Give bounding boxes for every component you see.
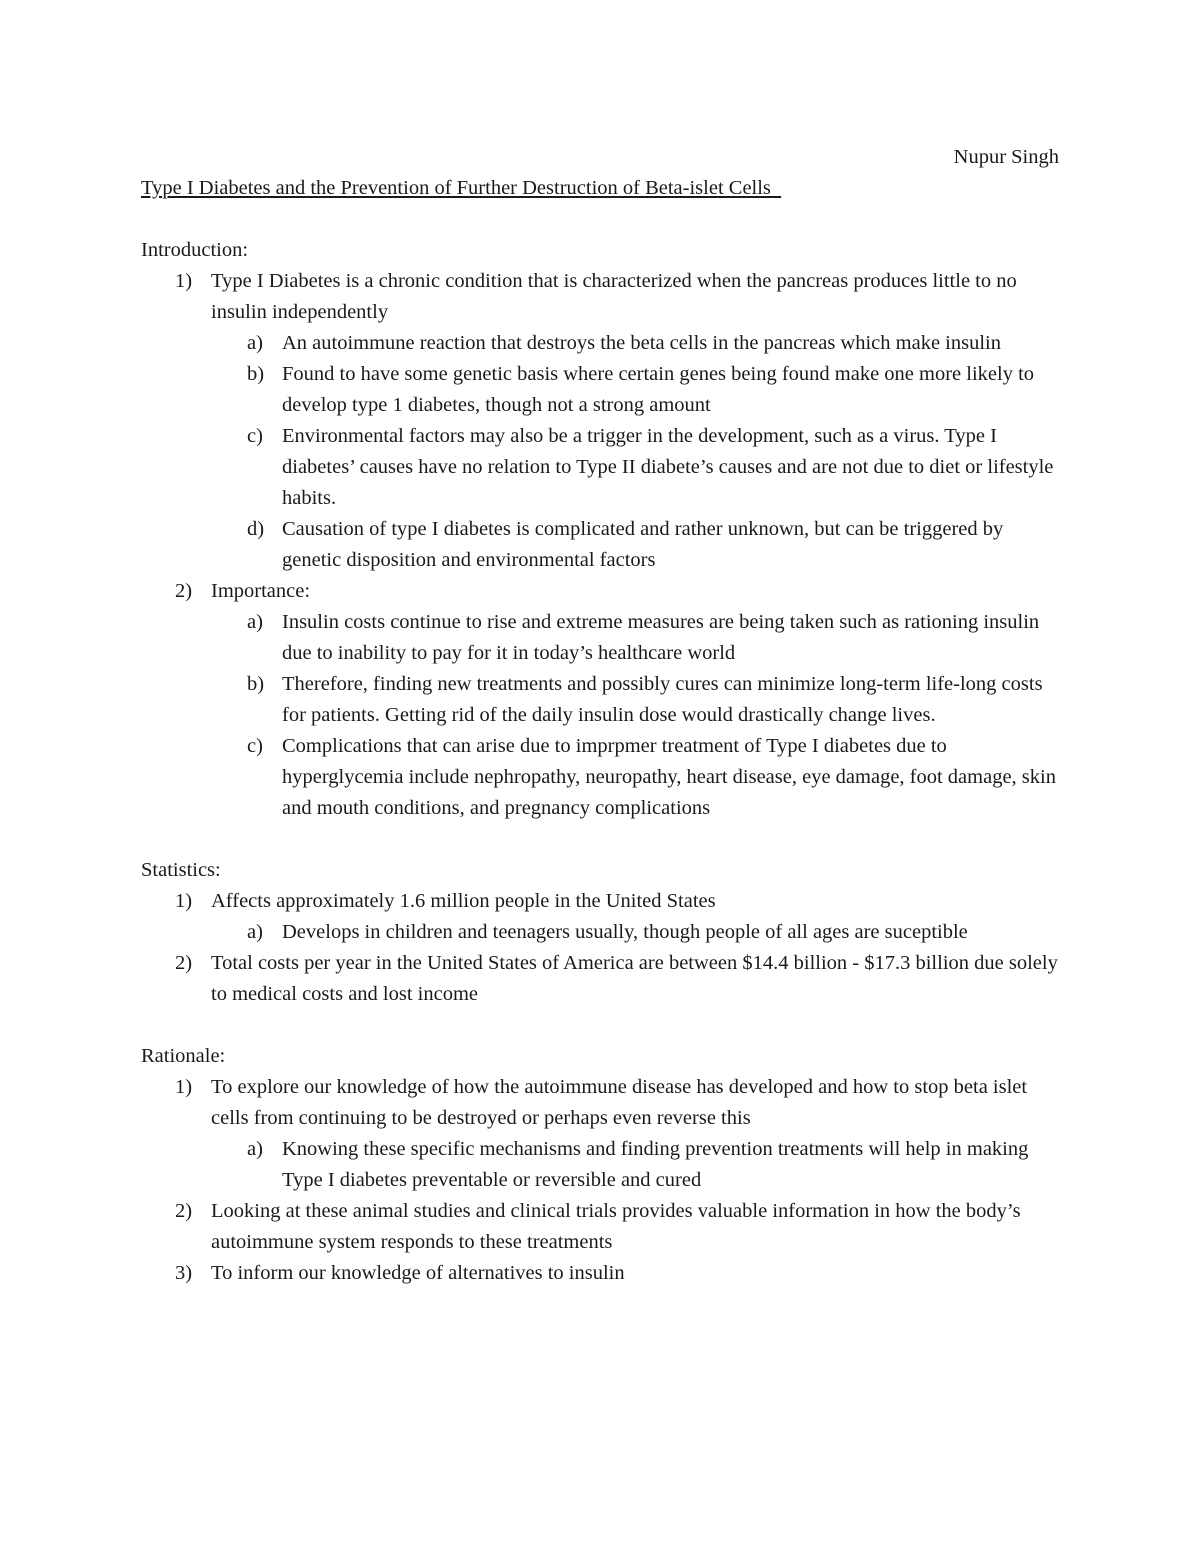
rationale-heading: Rationale:	[141, 1045, 226, 1067]
sub-list-item	[141, 731, 1061, 824]
list-item-text: Affects approximately 1.6 million people in the United States	[211, 890, 716, 912]
list-item-text: To inform our knowledge of alternatives to insulin	[211, 1262, 625, 1284]
statistics-list	[141, 886, 1061, 1010]
sub-list-item-text: Found to have some genetic basis where certain genes being found make one more likely to develop type 1 diabetes, though not a strong amount	[282, 363, 1035, 416]
sub-list-letter: a)	[247, 1138, 263, 1160]
sub-list-letter: b)	[247, 673, 265, 695]
list-item	[141, 1196, 1061, 1258]
sub-list-item-text: An autoimmune reaction that destroys the beta cells in the pancreas which make insulin	[282, 332, 1001, 354]
sub-list-item-text: Develops in children and teenagers usually, though people of all ages are suceptible	[282, 921, 968, 943]
sub-list-letter: a)	[247, 921, 263, 943]
sub-list-item	[141, 514, 1061, 576]
list-number: 3)	[175, 1262, 193, 1284]
sub-list-item	[141, 607, 1061, 669]
sub-list-item	[141, 917, 1061, 948]
list-number: 1)	[175, 1076, 193, 1098]
list-item	[141, 948, 1061, 1010]
sub-list-item	[141, 669, 1061, 731]
list-item	[141, 886, 1061, 917]
introduction-heading: Introduction:	[141, 239, 249, 261]
sub-list-item-text: Environmental factors may also be a trigger in the development, such as a virus. Type I diabetes’ causes have no relation to Type II diabete’s causes and are not due to diet or lifestyle habits.	[282, 425, 1054, 509]
rationale-section	[141, 1041, 1061, 1289]
sub-list-item-text: Causation of type I diabetes is complicated and rather unknown, but can be triggered by genetic disposition and environmental factors	[282, 518, 1004, 571]
sub-list-item-text: Complications that can arise due to imprpmer treatment of Type I diabetes due to hyperglycemia include nephropathy, neuropathy, heart disease, eye damage, foot damage, skin and mouth conditions, and pregnancy complications	[282, 735, 1056, 819]
list-number: 2)	[175, 1200, 193, 1222]
list-item-text: Total costs per year in the United States of America are between $14.4 billion - $17.3 billion due solely to medical costs and lost income	[211, 952, 1058, 1005]
section-spacer	[141, 1010, 1061, 1041]
sub-list-letter: a)	[247, 611, 263, 633]
sub-list-item	[141, 1134, 1061, 1196]
introduction-section	[141, 235, 1061, 824]
list-number: 2)	[175, 580, 193, 602]
introduction-list	[141, 266, 1061, 824]
list-number: 1)	[175, 890, 193, 912]
section-spacer	[141, 824, 1061, 855]
sub-list-letter: d)	[247, 518, 265, 540]
list-item-text: To explore our knowledge of how the autoimmune disease has developed and how to stop beta islet cells from continuing to be destroyed or perhaps even reverse this	[211, 1076, 1028, 1129]
rationale-list	[141, 1072, 1061, 1289]
list-item	[141, 1072, 1061, 1134]
list-item	[141, 576, 1061, 607]
author-name: Nupur Singh	[953, 146, 1059, 168]
sub-list-item	[141, 328, 1061, 359]
list-item-text: Importance:	[211, 580, 311, 602]
statistics-heading: Statistics:	[141, 859, 221, 881]
sub-list-letter: b)	[247, 363, 265, 385]
statistics-section	[141, 855, 1061, 1010]
list-item-text: Looking at these animal studies and clinical trials provides valuable information in how the body’s autoimmune system responds to these treatments	[211, 1200, 1021, 1253]
document-title: Type I Diabetes and the Prevention of Further Destruction of Beta-islet Cells	[141, 177, 782, 199]
sub-list-item-text: Insulin costs continue to rise and extreme measures are being taken such as rationing insulin due to inability to pay for it in today’s healthcare world	[282, 611, 1040, 664]
list-number: 2)	[175, 952, 193, 974]
sub-list-item	[141, 359, 1061, 421]
sub-list-item-text: Knowing these specific mechanisms and finding prevention treatments will help in making Type I diabetes preventable or reversible and cured	[282, 1138, 1029, 1191]
list-item-text: Type I Diabetes is a chronic condition that is characterized when the pancreas produces little to no insulin independently	[211, 270, 1017, 323]
list-item	[141, 266, 1061, 328]
sub-list-item-text: Therefore, finding new treatments and possibly cures can minimize long-term life-long costs for patients. Getting rid of the daily insulin dose would drastically change lives.	[282, 673, 1043, 726]
list-number: 1)	[175, 270, 193, 292]
sub-list-letter: a)	[247, 332, 263, 354]
list-item	[141, 1258, 1061, 1289]
sub-list-letter: c)	[247, 735, 263, 757]
sub-list-item	[141, 421, 1061, 514]
document-body	[141, 235, 1061, 1289]
sub-list-letter: c)	[247, 425, 263, 447]
